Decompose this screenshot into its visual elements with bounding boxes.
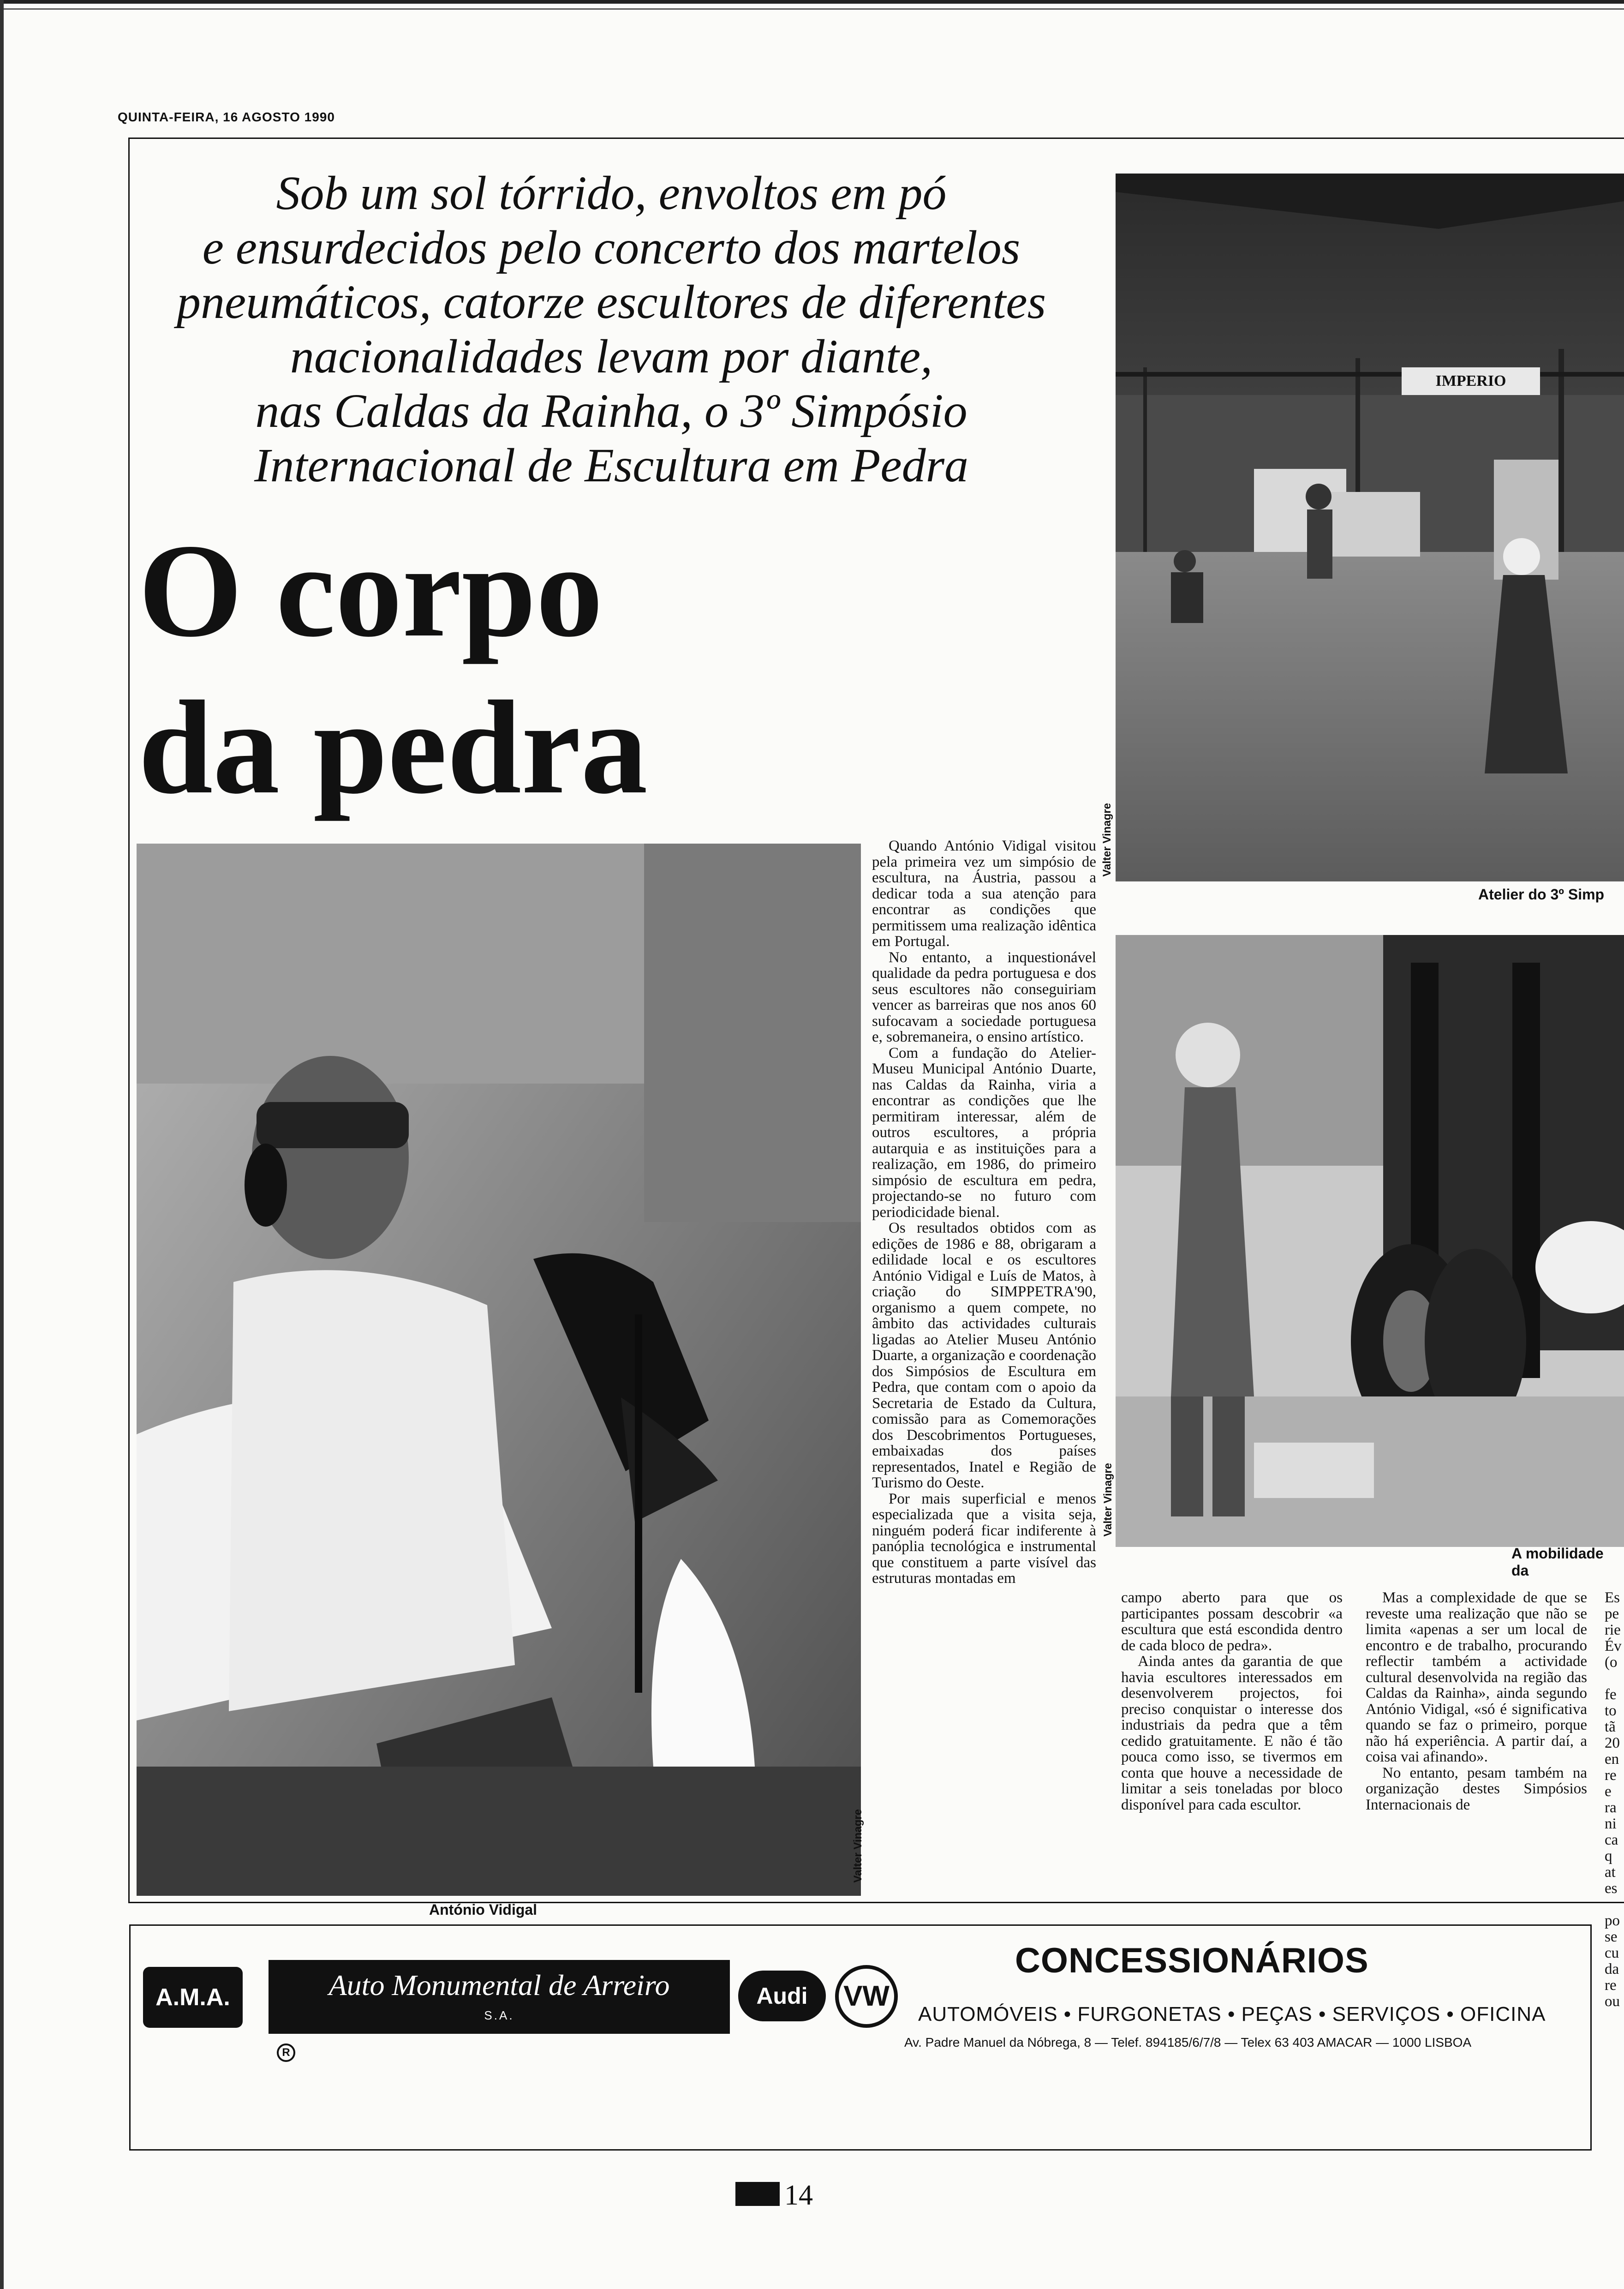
text-fragment: se: [1605, 1929, 1618, 1945]
photo-caption: Atelier do 3º Simp: [1478, 886, 1605, 903]
audi-logo: Audi: [738, 1971, 826, 2021]
ama-logo: A.M.A.: [143, 1967, 243, 2028]
page-number: 14: [784, 2180, 813, 2211]
text-fragment: da: [1605, 1961, 1619, 1977]
paragraph: Mas a complexidade de que se reveste uma realização que não se limita «apenas a ser um local de encontro e de trabalho, procurando reflectir também a actividade cultural desenvolvida na região das Caldas da Rainha», ainda segundo António Vidigal, «só é significativa quando se faz o primeiro, porque não há experiência. A partir daí, a coisa vai afinando».: [1366, 1589, 1587, 1765]
text-fragment: Év: [1605, 1638, 1622, 1654]
article-column-3: [1366, 1590, 1587, 1813]
text-fragment: ca: [1605, 1832, 1618, 1848]
photo-caption: A mobilidade da: [1511, 1545, 1604, 1579]
text-fragment: pe: [1605, 1606, 1619, 1622]
text-fragment: es: [1605, 1880, 1618, 1897]
forklift-photo: [1116, 935, 1624, 1547]
deck-line: Sob um sol tórrido, envoltos em pó: [276, 167, 947, 220]
headline: [138, 512, 784, 826]
text-fragment: ou: [1605, 1993, 1620, 2010]
text-fragment: (o: [1605, 1654, 1618, 1671]
imperio-sign: IMPERIO: [1435, 372, 1506, 389]
paragraph: No entanto, pesam também na organização destes Simpósios Internacionais de: [1366, 1764, 1587, 1813]
text-fragment: e: [1605, 1783, 1612, 1800]
headline-line: da pedra: [138, 673, 648, 821]
company-suffix: S.A.: [484, 2008, 514, 2022]
paragraph: campo aberto para que os participantes possam descobrir «a escultura que está escondida dentro de cada bloco de pedra».: [1121, 1589, 1343, 1654]
article-column-1: [872, 838, 1096, 1587]
deck-line: nas Caldas da Rainha, o 3º Simpósio: [255, 384, 967, 437]
headline-line: O corpo: [138, 516, 603, 665]
text-fragment: Es: [1605, 1590, 1620, 1606]
photo-credit: Valter Vinagre: [1101, 803, 1113, 877]
deck-line: Internacional de Escultura em Pedra: [254, 439, 969, 492]
paragraph: Ainda antes da garantia de que havia escultores interessados em desenvolverem projectos, foi preciso conquistar o interesse dos industriais da pedra que a têm cedido gratuitamente. E não é tão pouca como isso, se tivermos em conta que houve a necessidade de limitar a seis toneladas por bloco disponível para cada escultor.: [1121, 1653, 1343, 1813]
paragraph: No entanto, a inquestionável qualidade da pedra portuguesa e dos seus escultores não conseguiriam vencer as barreiras que nos anos 60 sufocavam a sociedade portuguesa e, sobremaneira, o ensino artístico.: [872, 949, 1096, 1045]
text-fragment: ra: [1605, 1799, 1617, 1816]
text-fragment: at: [1605, 1864, 1616, 1881]
paragraph: Quando António Vidigal visitou pela primeira vez um simpósio de escultura, na Áustria, passou a dedicar toda a sua atenção para encontrar as condições que permitissem uma realização idêntica em Portugal.: [872, 838, 1096, 950]
text-fragment: ni: [1605, 1816, 1617, 1832]
photo-credit: Valter Vinagre: [852, 1809, 864, 1883]
text-fragment: rie: [1605, 1622, 1621, 1638]
text-fragment: tã: [1605, 1719, 1616, 1735]
paragraph: Por mais superficial e menos especializada que a visita seja, ninguém poderá ficar indiferente à panóplia tecnológica e instrumental que constituem a parte visível das estruturas montadas em: [872, 1490, 1096, 1587]
text-fragment: cu: [1605, 1945, 1619, 1961]
company-name: Auto Monumental de Arreiro: [328, 1969, 670, 2001]
deck-line: nacionalidades levam por diante,: [290, 330, 933, 383]
text-fragment: en: [1605, 1751, 1619, 1768]
article-column-4-fragment: [1605, 1590, 1624, 2010]
deck-line: pneumáticos, catorze escultores de diferentes: [176, 276, 1046, 329]
paragraph: Os resultados obtidos com as edições de 1986 e 88, obrigaram a edilidade local e os escultores António Vidigal e Luís de Matos, à criação do SIMPPETRA'90, organismo a quem compete, no âmbito das actividades culturais ligadas ao Atelier Museu António Duarte, a organização e coordenação dos Simpósios de Escultura em Pedra, que contam com o apoio da Secretaria de Estado da Cultura, comissão para as Comemorações dos Descobrimentos Portugueses, embaixadas dos países representados, Inatel e Região de Turismo do Oeste.: [872, 1220, 1096, 1491]
page-top-edge-line: [0, 8, 1624, 10]
text-fragment: 20: [1605, 1735, 1620, 1751]
ad-address: Av. Padre Manuel da Nóbrega, 8 — Telef. 894185/6/7/8 — Telex 63 403 AMACAR — 1000 LISBOA: [904, 2035, 1472, 2049]
text-fragment: q: [1605, 1848, 1612, 1864]
page-left-edge: [0, 0, 4, 2289]
company-name-banner: [269, 1960, 730, 2034]
article-column-2: [1121, 1590, 1343, 1813]
newspaper-logo-icon: [735, 2182, 780, 2206]
text-fragment: to: [1605, 1702, 1617, 1719]
paragraph: Com a fundação do Atelier-Museu Municipal António Duarte, nas Caldas da Rainha, viria a encontrar as condições que lhe permitiram interessar, além de outros escultores, a própria autarquia e as instituições para a realização, em 1986, do primeiro simpósio de escultura em pedra, projectando-se no futuro com periodicidade bienal.: [872, 1044, 1096, 1221]
vidigal-photo: [137, 844, 861, 1896]
page-top-edge: [0, 0, 1624, 4]
dateline: QUINTA-FEIRA, 16 AGOSTO 1990: [118, 110, 335, 124]
text-fragment: re: [1605, 1977, 1617, 1994]
photo-caption: António Vidigal: [429, 1901, 537, 1918]
atelier-photo: [1116, 174, 1624, 881]
ad-heading: CONCESSIONÁRIOS: [1015, 1941, 1369, 1980]
ad-services: AUTOMÓVEIS • FURGONETAS • PEÇAS • SERVIÇOS • OFICINA: [918, 2003, 1546, 2025]
text-fragment: po: [1605, 1912, 1620, 1929]
photo-credit: Valter Vinagre: [1102, 1463, 1114, 1537]
deck-line: e ensurdecidos pelo concerto dos martelos: [202, 221, 1021, 274]
registered-icon: R: [277, 2043, 295, 2062]
text-fragment: fe: [1605, 1686, 1617, 1703]
text-fragment: re: [1605, 1767, 1617, 1784]
deck: [138, 166, 1084, 493]
vw-logo: VW: [835, 1965, 898, 2028]
